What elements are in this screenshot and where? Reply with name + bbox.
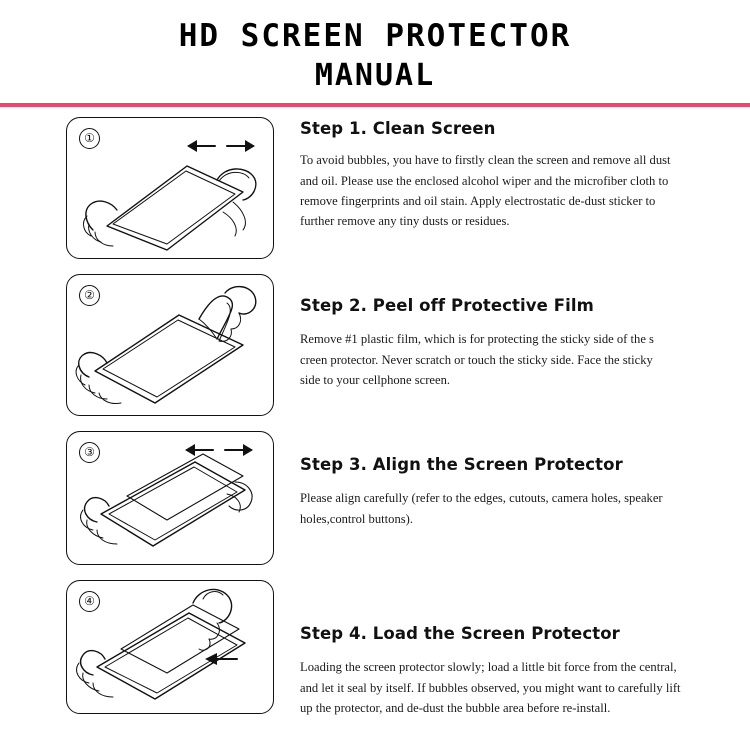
step-item-3 — [0, 431, 750, 565]
step-badge-3: ③ — [79, 442, 100, 463]
step-badge-1: ① — [79, 128, 100, 149]
clean-screen-illustration — [66, 117, 274, 259]
page-title-line-1: HD SCREEN PROTECTOR — [178, 18, 572, 54]
step-text-1 — [274, 117, 732, 232]
header-divider — [0, 103, 750, 107]
step-body-3: Please align carefully (refer to the edges, cutouts, camera holes, speaker holes,control buttons). — [300, 491, 663, 526]
step-title-3: Step 3. Align the Screen Protector — [300, 455, 623, 475]
step-title-4: Step 4. Load the Screen Protector — [300, 624, 620, 644]
align-protector-illustration — [66, 431, 274, 565]
load-protector-drawing — [67, 581, 273, 713]
step-body-1: To avoid bubbles, you have to firstly clean the screen and remove all dust and oil. Please use the enclosed alcohol wiper and the microfiber cloth to remove fingerprints and oil stain. Apply electrostatic de-dust sticker to further remove any tiny dusts or residues. — [300, 153, 671, 229]
step-text-2 — [274, 274, 732, 390]
step-text-3 — [274, 431, 732, 529]
peel-film-drawing — [67, 275, 273, 415]
step-badge-2: ② — [79, 285, 100, 306]
align-protector-drawing — [67, 432, 273, 564]
document-header — [0, 0, 750, 107]
step-item-4 — [0, 580, 750, 718]
page-title-line-2: MANUAL — [314, 58, 436, 94]
steps-list — [0, 117, 750, 718]
step-item-1 — [0, 117, 750, 259]
step-title-1: Step 1. Clean Screen — [300, 119, 496, 139]
step-text-4 — [274, 580, 732, 718]
step-item-2 — [0, 274, 750, 416]
clean-screen-drawing — [67, 118, 273, 258]
step-body-2: Remove #1 plastic film, which is for protecting the sticky side of the s creen protector. Never scratch or touch the sticky side. Face the sticky side to your cellphone screen. — [300, 332, 654, 388]
step-body-4: Loading the screen protector slowly; load a little bit force from the central, and let it seal by itself. If bubbles observed, you might want to carefully lift up the protector, and de-dust the bubble area before re-install. — [300, 660, 681, 716]
step-title-2: Step 2. Peel off Protective Film — [300, 296, 594, 316]
peel-film-illustration — [66, 274, 274, 416]
step-badge-4: ④ — [79, 591, 100, 612]
load-protector-illustration — [66, 580, 274, 714]
